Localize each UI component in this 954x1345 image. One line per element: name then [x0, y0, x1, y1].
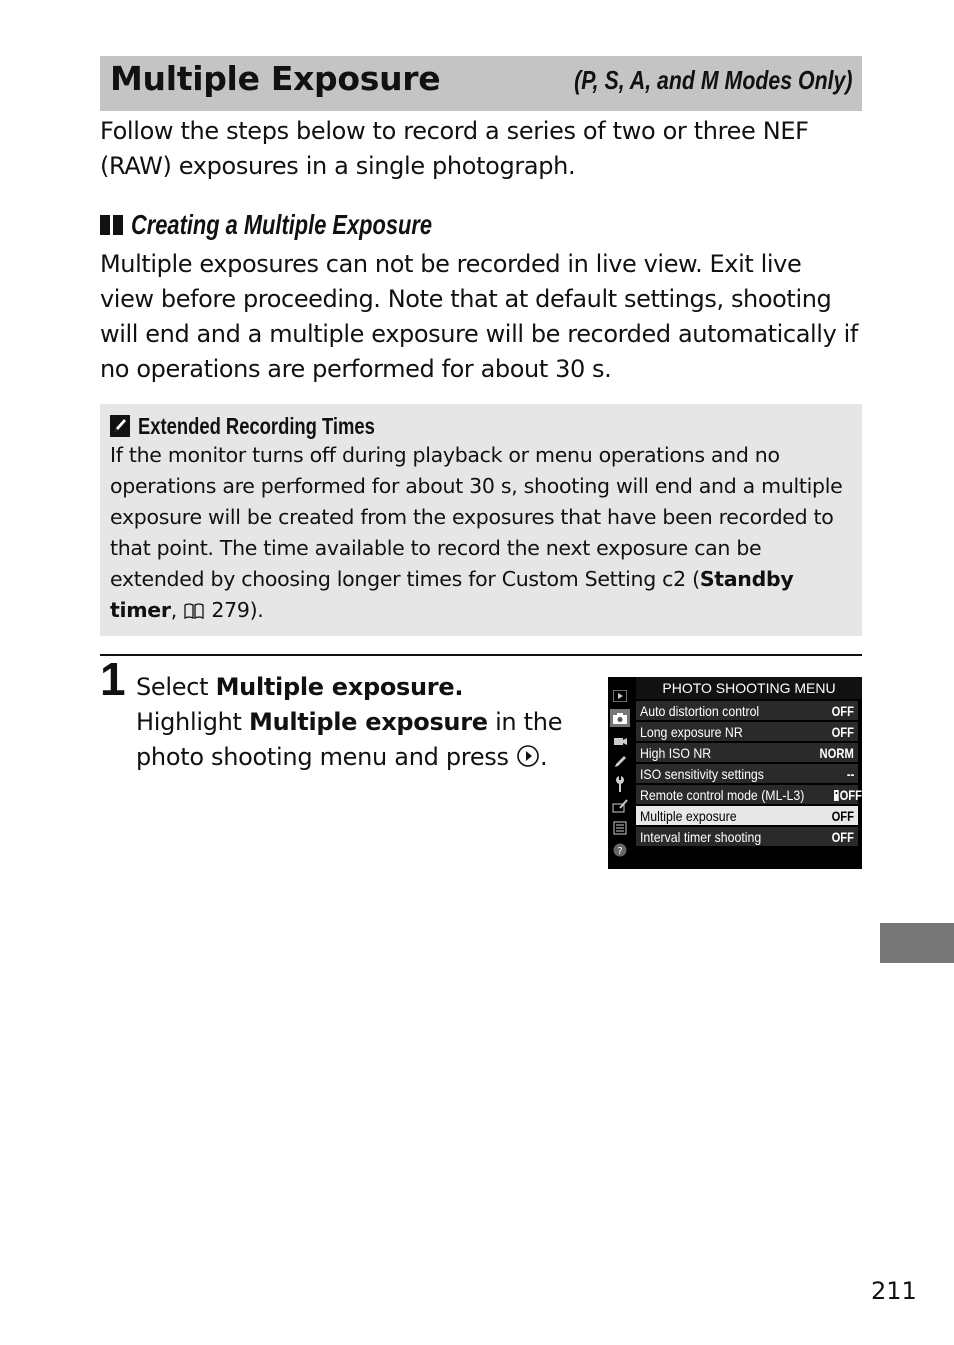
menu-item-value: --	[846, 765, 854, 782]
step-line2-bold: Multiple exposure	[248, 708, 488, 736]
step-line2-b: in the photo shooting menu and press	[136, 708, 563, 771]
section-heading-text: Creating a Multiple Exposure	[131, 209, 432, 240]
note-text-sep: ,	[170, 598, 184, 622]
note-header	[110, 412, 434, 440]
menu-item-label: Multiple exposure	[640, 807, 737, 824]
menu-item-auto-distortion[interactable]	[636, 701, 858, 720]
menu-item-iso-sensitivity[interactable]	[636, 764, 858, 783]
menu-item-high-iso-nr[interactable]	[636, 743, 858, 762]
chapter-thumb-tab	[880, 923, 954, 963]
step-line2-a: Highlight	[136, 708, 249, 736]
note-box	[100, 404, 862, 636]
pencil-note-icon	[110, 415, 130, 437]
page-number: 211	[871, 1277, 917, 1305]
camera-menu-screen	[608, 677, 862, 869]
menu-side-tabs	[610, 687, 632, 863]
pencil-icon[interactable]	[610, 753, 630, 771]
movie-icon[interactable]	[610, 731, 630, 749]
menu-item-label: Remote control mode (ML-L3)	[640, 786, 805, 803]
note-bold-term: Standby timer	[110, 567, 794, 622]
menu-item-value	[834, 787, 862, 803]
step-number: 1	[100, 653, 126, 705]
note-text-body: If the monitor turns off during playback or menu operations and no operations are performed for about 30 s, shooting will end and a multiple exposure will be created from the exposures that have been recorded to that point. The time available to record the next exposure can be extended by choosing longer times for Custom Setting c2 (	[110, 443, 843, 591]
section-marker-icon	[100, 215, 123, 235]
note-text	[110, 440, 855, 626]
page-title: Multiple Exposure	[110, 59, 441, 98]
book-reference-icon	[183, 602, 205, 620]
my-menu-icon[interactable]	[610, 819, 630, 837]
menu-item-value: OFF	[831, 702, 854, 719]
menu-item-value: OFF	[831, 828, 854, 845]
menu-item-value: OFF	[831, 723, 854, 740]
step-text	[136, 670, 576, 775]
menu-item-interval-timer[interactable]	[636, 827, 858, 846]
retouch-icon[interactable]	[610, 797, 630, 815]
menu-item-label: Interval timer shooting	[640, 828, 762, 845]
section-body: Multiple exposures can not be recorded in live view. Exit live view before proceeding. Note that at default settings, shooting will end and a multiple exposure will be recorded automatically if no operations are performed for about 30 s.	[100, 250, 858, 383]
menu-item-label: ISO sensitivity settings	[640, 765, 764, 782]
step-lead-bold: Multiple exposure.	[215, 673, 464, 701]
menu-list	[636, 701, 862, 848]
svg-text:?: ?	[617, 846, 623, 857]
section-heading	[100, 208, 517, 242]
menu-item-label: Auto distortion control	[640, 702, 760, 719]
title-modes: (P, S, A, and M Modes Only)	[573, 65, 852, 95]
menu-item-long-exposure-nr[interactable]	[636, 722, 858, 741]
note-title: Extended Recording Times	[138, 412, 375, 439]
multi-selector-right-icon	[516, 744, 540, 768]
menu-item-value: NORM	[819, 744, 854, 761]
step-end: .	[540, 743, 548, 771]
menu-item-value: OFF	[831, 807, 854, 824]
menu-item-label: High ISO NR	[640, 744, 712, 761]
intro-paragraph: Follow the steps below to record a series of two or three NEF (RAW) exposures in a single photograph.	[100, 117, 809, 180]
title-bar	[100, 56, 862, 111]
menu-item-multiple-exposure[interactable]	[636, 806, 858, 825]
step-lead: Select	[136, 673, 216, 701]
menu-item-label: Long exposure NR	[640, 723, 743, 740]
wrench-icon[interactable]	[610, 775, 630, 793]
camera-icon[interactable]	[610, 709, 630, 727]
playback-icon[interactable]	[610, 687, 630, 705]
step-divider	[100, 654, 862, 656]
remote-value: OFF	[839, 786, 862, 803]
help-icon[interactable]	[610, 841, 630, 859]
note-page-ref: 279	[211, 598, 250, 622]
note-close: ).	[249, 598, 264, 622]
remote-icon	[834, 790, 839, 801]
menu-header: PHOTO SHOOTING MENU	[636, 677, 862, 699]
menu-item-remote-control[interactable]	[636, 785, 862, 804]
